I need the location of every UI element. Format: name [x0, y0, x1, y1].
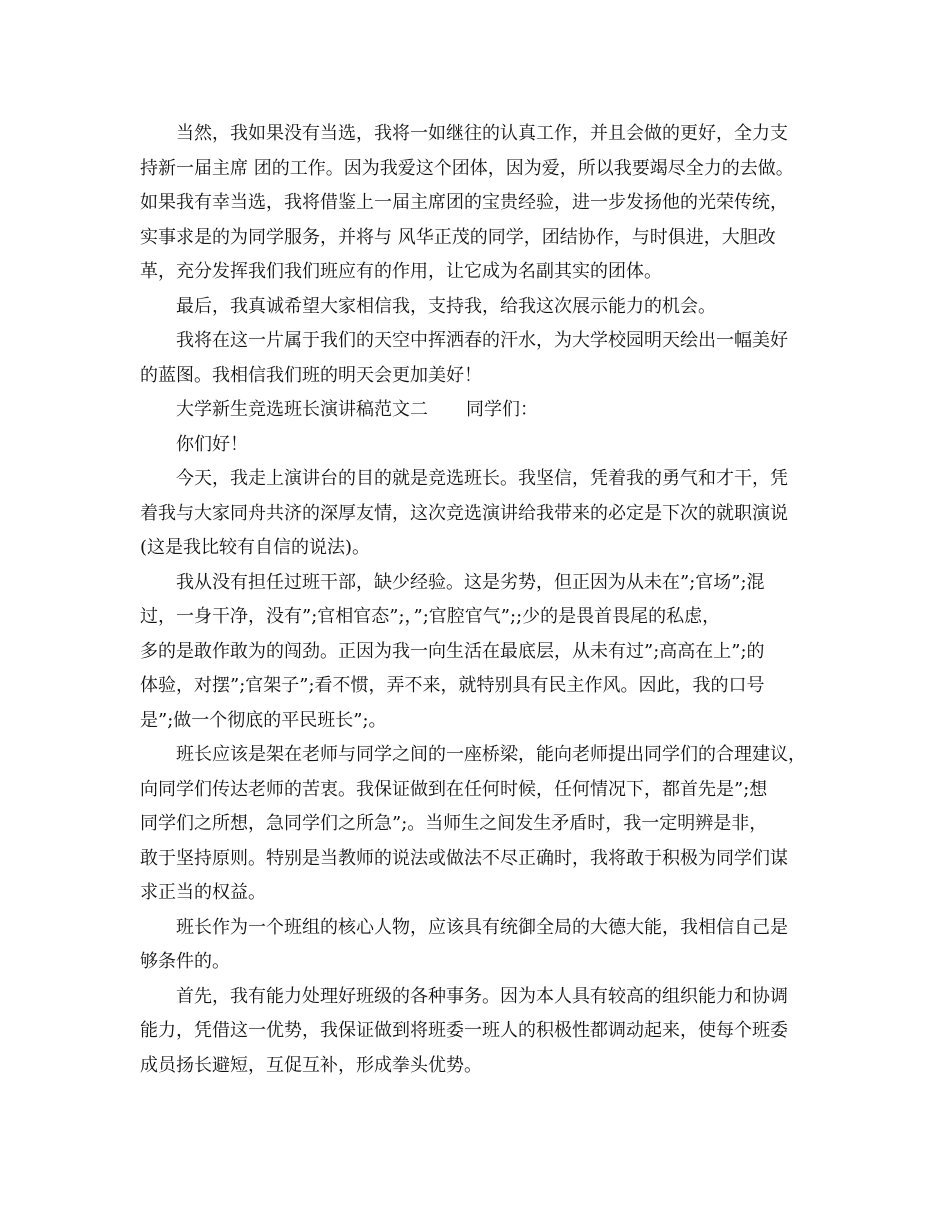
- text-line: 实事求是的为同学服务，并将与 风华正茂的同学，团结协作，与时俱进，大胆改: [140, 226, 776, 248]
- text-line: 你们好！: [176, 433, 248, 455]
- text-line: 班长应该是架在老师与同学之间的一座桥梁，能向老师提出同学们的合理建议，: [176, 744, 806, 765]
- heading-line: [140, 393, 830, 428]
- text-line: 够条件的。: [140, 951, 230, 972]
- text-line: 最后，我真诚希望大家相信我，支持我，给我这次展示能力的机会。: [176, 295, 716, 317]
- text-line: 我从没有担任过班干部，缺少经验。这是劣势，但正因为从未在”;官场”;混: [176, 571, 765, 593]
- text-line: 能力，凭借这一优势，我保证做到将班委一班人的积极性都调动起来，使每个班委: [140, 1020, 788, 1041]
- text-line: 班长作为一个班组的核心人物，应该具有统御全局的大德大能，我相信自己是: [176, 916, 788, 938]
- text-line: 体验，对摆”;官架子”;看不惯，弄不来，就特别具有民主作风。因此，我的口号: [140, 675, 765, 696]
- document-body: [140, 117, 830, 1083]
- text-line: 持新一届主席 团的工作。因为我爱这个团体，因为爱，所以我要竭尽全力的去做。: [140, 157, 794, 179]
- section-heading: 大学新生竞选班长演讲稿范文二: [176, 399, 428, 420]
- text-line: 多的是敢作敢为的闯劲。正因为我一向生活在最底层，从未有过”;高高在上”;的: [140, 640, 765, 662]
- text-line: (这是我比较有自信的说法)。: [140, 537, 371, 558]
- text-line: 我将在这一片属于我们的天空中挥洒春的汗水，为大学校园明天绘出一幅美好: [176, 330, 788, 351]
- text-line: 成员扬长避短，互促互补，形成拳头优势。: [140, 1054, 482, 1076]
- text-line: 首先，我有能力处理好班级的各种事务。因为本人具有较高的组织能力和协调: [176, 985, 788, 1007]
- text-line: 求正当的权益。: [140, 882, 266, 903]
- text-line: 的蓝图。我相信我们班的明天会更加美好！: [140, 364, 482, 386]
- text-line: 敢于坚持原则。特别是当教师的说法或做法不尽正确时，我将敢于积极为同学们谋: [140, 847, 788, 869]
- text-line: 当然，我如果没有当选，我将一如继往的认真工作，并且会做的更好，全力支: [176, 123, 788, 144]
- salutation: 同学们：: [466, 399, 538, 420]
- text-line: 向同学们传达老师的苦衷。我保证做到在任何时候，任何情况下，都首先是”;想: [140, 778, 768, 800]
- text-line: 今天，我走上演讲台的目的就是竞选班长。我坚信，凭着我的勇气和才干，凭: [176, 468, 788, 489]
- text-line: 革，充分发挥我们我们班应有的作用，让它成为名副其实的团体。: [140, 261, 662, 282]
- text-line: 着我与大家同舟共济的深厚友情，这次竞选演讲给我带来的必定是下次的就职演说: [140, 502, 788, 524]
- text-line: 如果我有幸当选，我将借鉴上一届主席团的宝贵经验，进一步发扬他的光荣传统，: [140, 192, 788, 213]
- text-line: 过，一身干净，没有”;官相官态”;，”;官腔官气”;;少的是畏首畏尾的私虑，: [140, 606, 721, 627]
- text-line: 同学们之所想，急同学们之所急”;。当师生之间发生矛盾时，我一定明辨是非，: [140, 813, 768, 834]
- text-line: 是”;做一个彻底的平民班长”;。: [140, 709, 387, 731]
